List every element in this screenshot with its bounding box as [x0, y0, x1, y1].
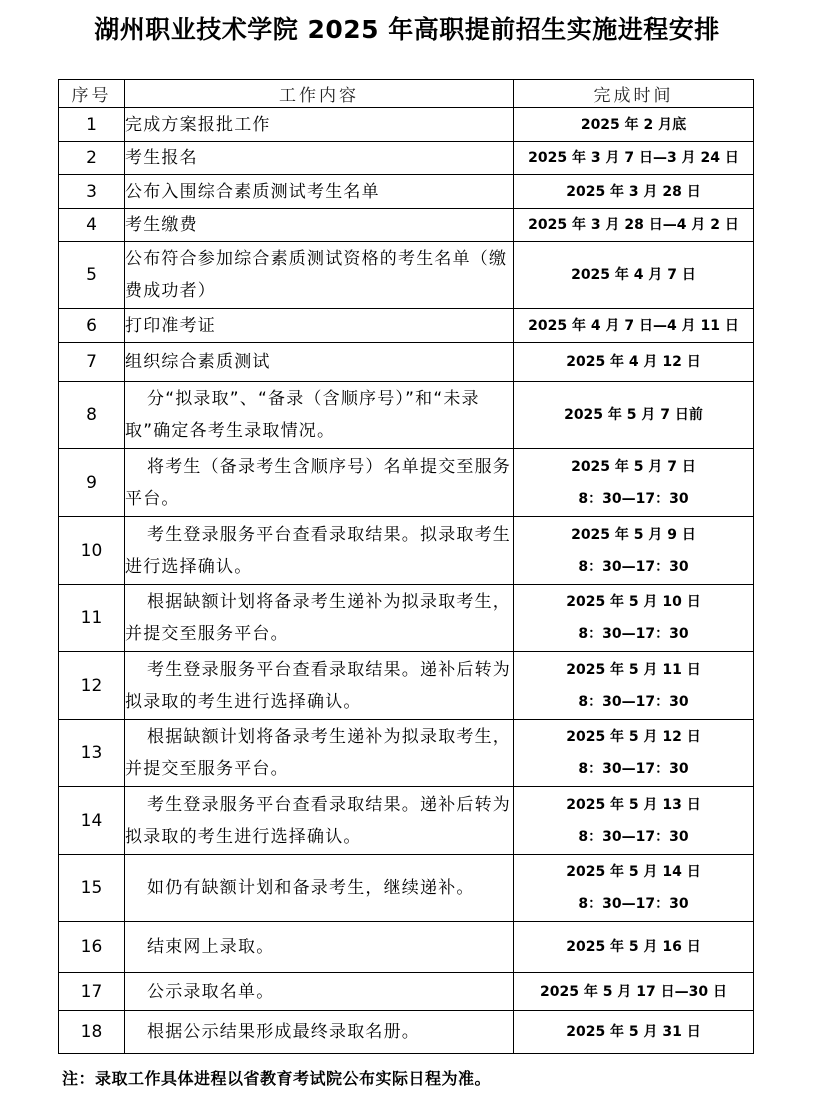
row-time	[514, 209, 754, 242]
row-time-line: 2025 年 2 月底	[580, 116, 687, 133]
row-time	[514, 720, 754, 787]
row-time	[514, 142, 754, 175]
row-number: 11	[59, 585, 125, 652]
row-time-line: 2025 年 5 月 12 日	[566, 729, 701, 745]
row-time-line: 8：30—17：30	[578, 896, 689, 912]
row-time	[514, 382, 754, 449]
page-title: 湖州职业技术学院 2025 年高职提前招生实施进程安排	[94, 15, 720, 44]
table-row	[59, 517, 754, 585]
row-time	[514, 652, 754, 720]
row-task: 结束网上录取。	[125, 922, 514, 973]
row-task: 考生登录服务平台查看录取结果。递补后转为拟录取的考生进行选择确认。	[125, 652, 514, 720]
row-number: 15	[59, 855, 125, 922]
row-number: 7	[59, 343, 125, 382]
row-task: 如仍有缺额计划和备录考生，继续递补。	[125, 855, 514, 922]
row-time-line: 8：30—17：30	[578, 490, 689, 507]
row-time-line: 2025 年 5 月 11 日	[566, 661, 701, 678]
row-time-line: 8：30—17：30	[578, 558, 689, 575]
row-time-line: 2025 年 5 月 13 日	[566, 796, 701, 813]
row-task: 根据缺额计划将备录考生递补为拟录取考生，并提交至服务平台。	[125, 585, 514, 652]
row-number: 8	[59, 382, 125, 449]
row-time-line: 2025 年 5 月 9 日	[571, 526, 696, 543]
table-row	[59, 855, 754, 922]
table-row	[59, 973, 754, 1011]
table-row	[59, 787, 754, 855]
row-task: 考生缴费	[125, 209, 514, 242]
table-row	[59, 343, 754, 382]
row-time	[514, 108, 754, 142]
row-number: 12	[59, 652, 125, 720]
table-row	[59, 242, 754, 309]
row-time-line: 8：30—17：30	[578, 828, 689, 845]
row-time	[514, 449, 754, 517]
row-time-line: 2025 年 5 月 16 日	[566, 939, 701, 955]
row-number: 9	[59, 449, 125, 517]
row-time-line: 8：30—17：30	[578, 693, 689, 710]
table-row	[59, 720, 754, 787]
table-row	[59, 652, 754, 720]
row-time-line: 2025 年 4 月 12 日	[566, 354, 701, 370]
row-number: 4	[59, 209, 125, 242]
row-time-line: 8：30—17：30	[578, 626, 689, 642]
row-time	[514, 922, 754, 973]
table-row	[59, 922, 754, 973]
table-row	[59, 449, 754, 517]
table-row	[59, 142, 754, 175]
row-time	[514, 309, 754, 343]
row-time	[514, 973, 754, 1011]
row-number: 10	[59, 517, 125, 585]
row-time-line: 2025 年 4 月 7 日—4 月 11 日	[528, 317, 739, 334]
row-task: 根据公示结果形成最终录取名册。	[125, 1011, 514, 1054]
row-task: 公布符合参加综合素质测试资格的考生名单（缴费成功者）	[125, 242, 514, 309]
row-time	[514, 585, 754, 652]
table-row	[59, 309, 754, 343]
row-time	[514, 175, 754, 209]
row-number: 16	[59, 922, 125, 973]
row-task: 组织综合素质测试	[125, 343, 514, 382]
row-time-line: 2025 年 4 月 7 日	[571, 267, 696, 283]
row-task: 考生登录服务平台查看录取结果。递补后转为拟录取的考生进行选择确认。	[125, 787, 514, 855]
table-row	[59, 585, 754, 652]
header-task: 工作内容	[125, 80, 514, 108]
row-time	[514, 787, 754, 855]
row-task: 公示录取名单。	[125, 973, 514, 1011]
row-number: 6	[59, 309, 125, 343]
table-row	[59, 175, 754, 209]
row-number: 17	[59, 973, 125, 1011]
schedule-table	[58, 79, 754, 1054]
table-row	[59, 1011, 754, 1054]
row-number: 14	[59, 787, 125, 855]
row-task: 将考生（备录考生含顺序号）名单提交至服务平台。	[125, 449, 514, 517]
row-task: 根据缺额计划将备录考生递补为拟录取考生，并提交至服务平台。	[125, 720, 514, 787]
row-time	[514, 517, 754, 585]
row-number: 2	[59, 142, 125, 175]
header-time: 完成时间	[514, 80, 754, 108]
table-row	[59, 108, 754, 142]
row-number: 3	[59, 175, 125, 209]
table-header-row	[59, 80, 754, 108]
row-task: 考生登录服务平台查看录取结果。拟录取考生进行选择确认。	[125, 517, 514, 585]
row-time-line: 2025 年 3 月 28 日	[566, 183, 701, 200]
header-no: 序号	[59, 80, 125, 108]
row-time-line: 2025 年 5 月 31 日	[566, 1024, 701, 1040]
row-time-line: 2025 年 5 月 17 日—30 日	[540, 983, 727, 1000]
row-task: 分“拟录取”、“备录（含顺序号）”和“未录取”确定各考生录取情况。	[125, 382, 514, 449]
footnote: 注：录取工作具体进程以省教育考试院公布实际日程为准。	[62, 1069, 492, 1088]
row-time-line: 2025 年 3 月 28 日—4 月 2 日	[528, 217, 739, 233]
row-task: 公布入围综合素质测试考生名单	[125, 175, 514, 209]
row-number: 18	[59, 1011, 125, 1054]
row-time-line: 2025 年 5 月 7 日前	[564, 407, 703, 423]
row-number: 1	[59, 108, 125, 142]
row-time	[514, 343, 754, 382]
row-time-line: 2025 年 3 月 7 日—3 月 24 日	[528, 150, 739, 166]
row-time-line: 2025 年 5 月 14 日	[566, 864, 701, 880]
row-task: 完成方案报批工作	[125, 108, 514, 142]
row-task: 打印准考证	[125, 309, 514, 343]
table-row	[59, 382, 754, 449]
row-time	[514, 242, 754, 309]
row-time-line: 8：30—17：30	[578, 761, 689, 777]
row-time	[514, 855, 754, 922]
row-number: 13	[59, 720, 125, 787]
table-row	[59, 209, 754, 242]
row-time	[514, 1011, 754, 1054]
row-task: 考生报名	[125, 142, 514, 175]
row-time-line: 2025 年 5 月 10 日	[566, 594, 701, 610]
row-time-line: 2025 年 5 月 7 日	[571, 458, 696, 475]
row-number: 5	[59, 242, 125, 309]
